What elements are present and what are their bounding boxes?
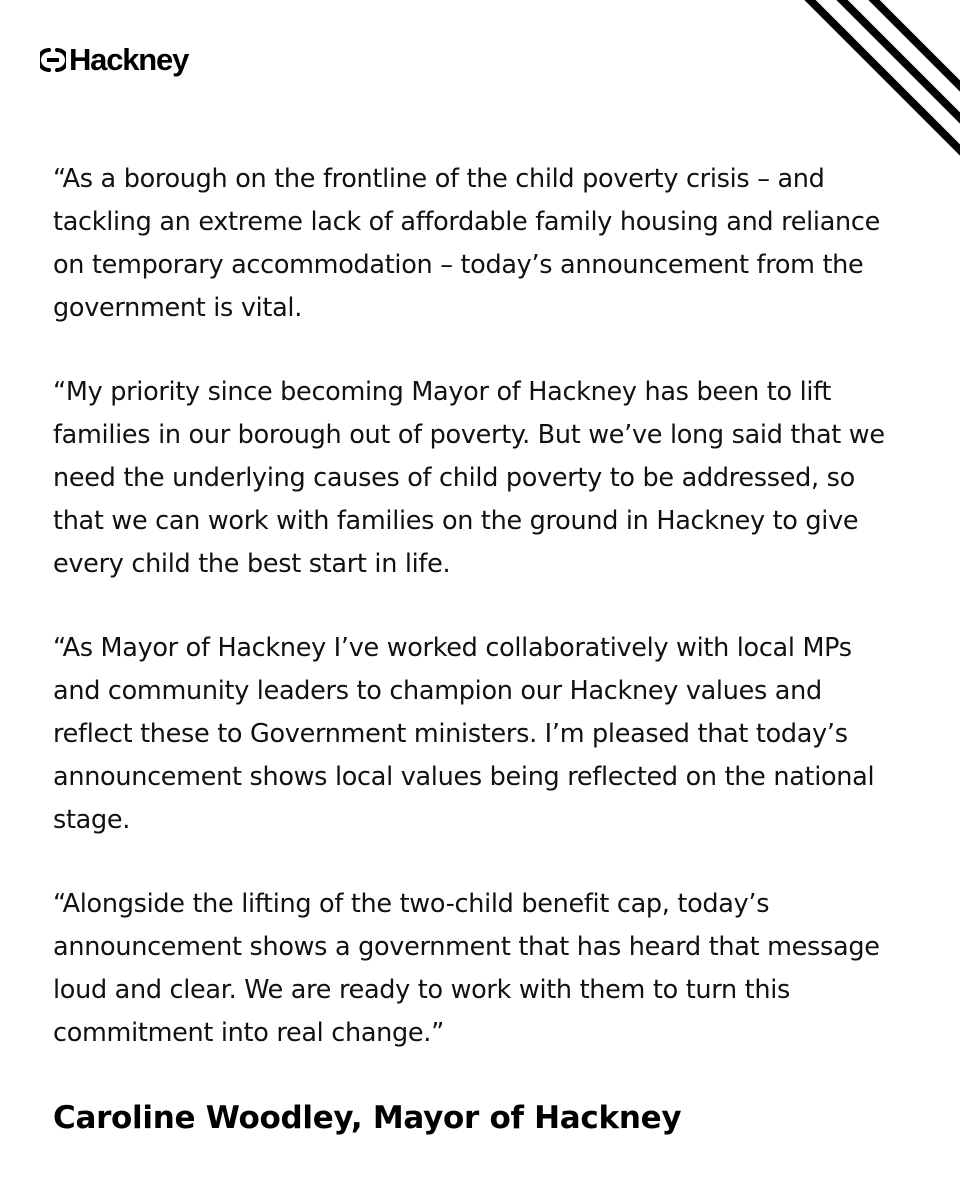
statement-body [53,158,923,1140]
hackney-logo [40,40,188,80]
logo-wordmark: Hackney [69,42,189,77]
quote-paragraph-2: “My priority since becoming Mayor of Hackney has been to lift families in our borough out of poverty. But we’ve long said that we need the underlying causes of child poverty to be addressed, so that we can work with families on the ground in Hackney to give every child the best start in life. [53,377,885,579]
quote-paragraph-3: “As Mayor of Hackney I’ve worked collaboratively with local MPs and community leaders to champion our Hackney values and reflect these to Government ministers. I’m pleased that today’s announcement shows local values being reflected on the national stage. [53,633,875,835]
quote-paragraph-1: “As a borough on the frontline of the child poverty crisis – and tackling an extreme lack of affordable family housing and reliance on temporary accommodation – today’s announcement from the government is vital. [53,164,881,323]
quote-paragraph-4: “Alongside the lifting of the two-child benefit cap, today’s announcement shows a government that has heard that message loud and clear. We are ready to work with them to turn this commitment into real change.” [53,889,880,1048]
diagonal-stripes-corner-icon [800,0,960,160]
attribution: Caroline Woodley, Mayor of Hackney [53,1100,682,1136]
hackney-h-brackets-icon [40,47,66,73]
